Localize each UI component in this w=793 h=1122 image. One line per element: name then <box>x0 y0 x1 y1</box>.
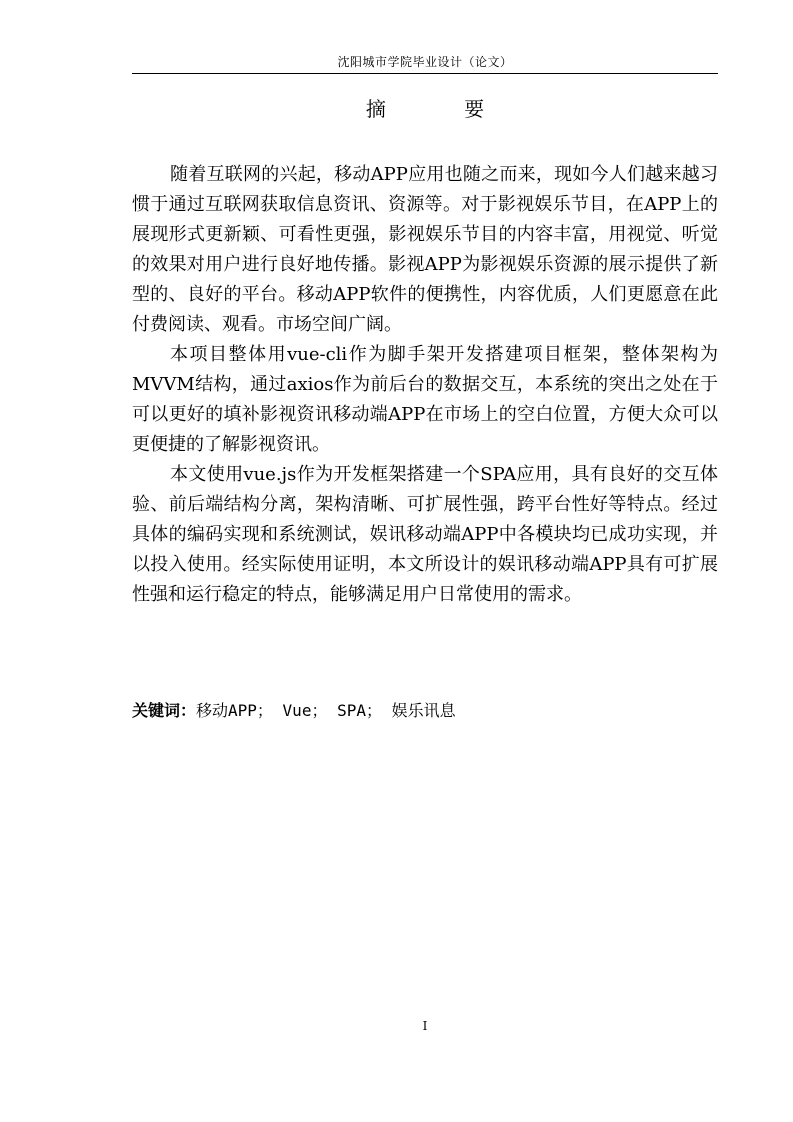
keywords-label: 关键词： <box>132 701 197 720</box>
keywords-text: 移动APP； Vue； SPA； 娱乐讯息 <box>196 701 456 720</box>
abstract-paragraph: 随着互联网的兴起，移动APP应用也随之而来，现如今人们越来越习惯于通过互联网获取信息资讯、资源等。对于影视娱乐节目，在APP上的展现形式更新颖、可看性更强，影视娱乐节目的内容丰富，用视觉、听觉的效果对用户进行良好地传播。影视APP为影视娱乐资源的展示提供了新型的、良好的平台。移动APP软件的便携性，内容优质，人们更愿意在此付费阅读、观看。市场空间广阔。 <box>132 164 718 335</box>
abstract-heading: 摘 要 <box>365 97 521 121</box>
abstract-paragraph: 本文使用vue.js作为开发框架搭建一个SPA应用，具有良好的交互体验、前后端结构分离，架构清晰、可扩展性强，跨平台性好等特点。经过具体的编码实现和系统测试，娱讯移动端APP中各模块均已成功实现，并以投入使用。经实际使用证明，本文所设计的娱讯移动端APP具有可扩展性强和运行稳定的特点，能够满足用户日常使用的需求。 <box>132 464 718 605</box>
header-divider <box>132 73 718 74</box>
abstract-body <box>132 160 718 610</box>
running-header: 沈阳城市学院毕业设计（论文） <box>337 55 513 69</box>
page-number: I <box>422 1019 428 1033</box>
abstract-paragraph: 本项目整体用vue-cli作为脚手架开发搭建项目框架，整体架构为MVVM结构，通过axios作为前后台的数据交互，本系统的突出之处在于可以更好的填补影视资讯移动端APP在市场上的空白位置，方便大众可以更便捷的了解影视资讯。 <box>132 344 718 455</box>
keywords-line <box>132 698 718 724</box>
